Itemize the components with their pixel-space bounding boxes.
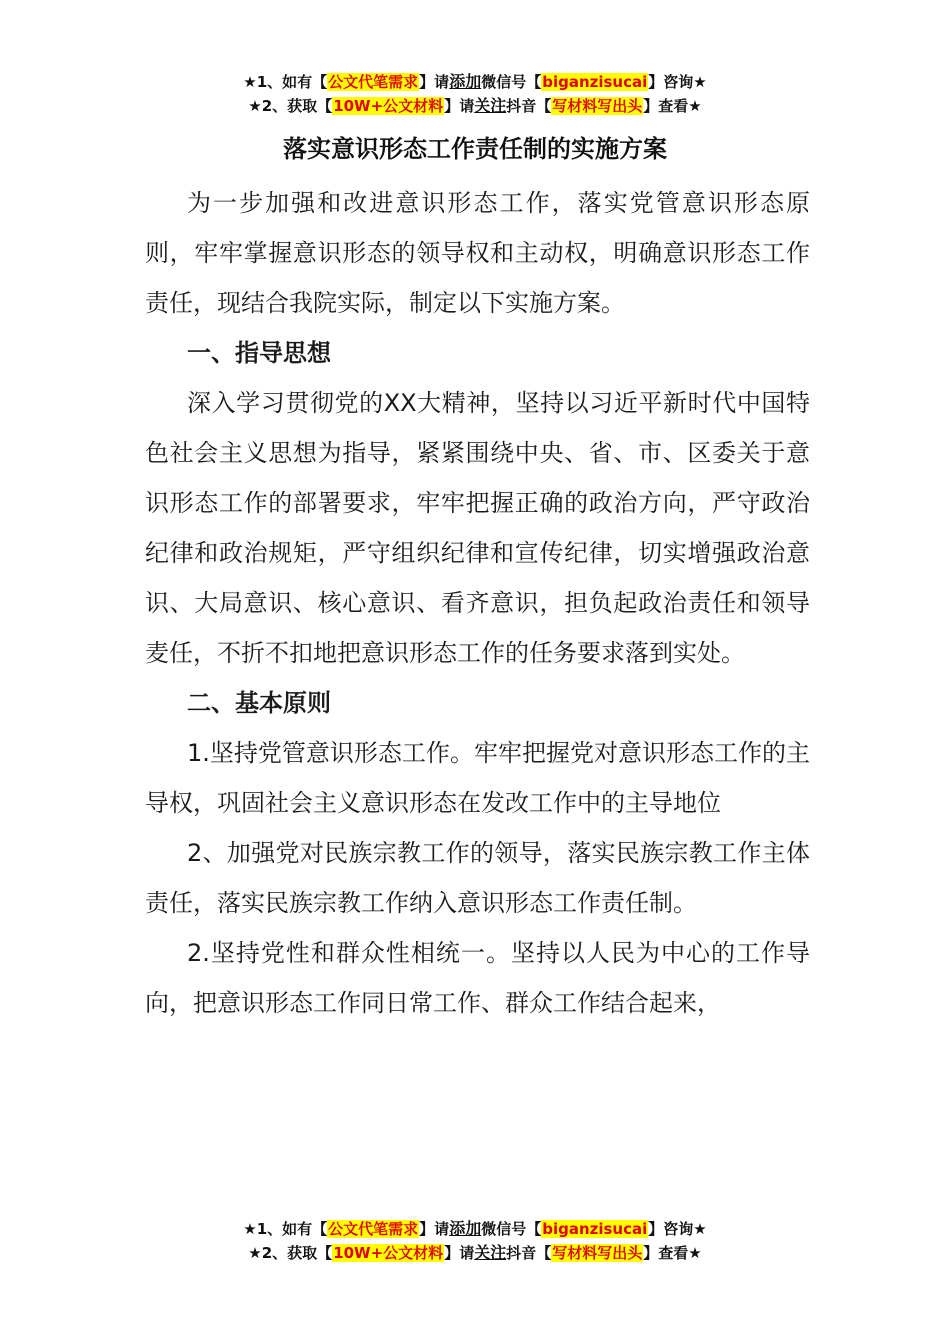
principle-item-1: 1.坚持党管意识形态工作。牢牢把握党对意识形态工作的主导权，巩固社会主义意识形态在发改工作中的主导地位 [145, 739, 810, 817]
banner-text: 微信号【 [481, 1220, 542, 1238]
banner-text: ★1、如有【 [243, 73, 328, 91]
banner-underlined: 添加 [449, 72, 482, 91]
banner-text: ★1、如有【 [243, 1220, 328, 1238]
banner-line-1 [0, 70, 950, 94]
highlight-wechat-id: biganzisucai [542, 1220, 648, 1238]
banner-line-2 [0, 1241, 950, 1265]
highlight-douyin-account: 写材料写出头 [552, 97, 643, 115]
section-heading-guiding-thought: 一、指导思想 [187, 339, 331, 367]
banner-text: 】查看★ [643, 97, 702, 115]
banner-text: ★2、获取【 [248, 1244, 333, 1262]
banner-text: 】咨询★ [648, 73, 707, 91]
banner-underlined: 关注 [474, 96, 507, 115]
highlight-wechat-id: biganzisucai [542, 73, 648, 91]
banner-line-1 [0, 1217, 950, 1241]
highlight-materials: 10W+公文材料 [333, 97, 444, 115]
highlight-materials: 10W+公文材料 [333, 1244, 444, 1262]
banner-underlined: 添加 [449, 1219, 482, 1238]
banner-text: 】请 [419, 1220, 450, 1238]
intro-paragraph: 为一步加强和改进意识形态工作，落实党管意识形态原则，牢牢掌握意识形态的领导权和主动权，明确意识形态工作责任，现结合我院实际，制定以下实施方案。 [145, 189, 810, 317]
banner-text: 抖音【 [506, 1244, 552, 1262]
document-title: 落实意识形态工作责任制的实施方案 [283, 135, 667, 163]
guiding-thought-paragraph: 深入学习贯彻党的XX大精神，坚持以习近平新时代中国特色社会主义思想为指导，紧紧围绕中央、省、市、区委关于意识形态工作的部署要求，牢牢把握正确的政治方向，严守政治纪律和政治规矩，严守组织纪律和宣传纪律，切实增强政治意识、大局意识、核心意识、看齐意识，担负起政治责任和领导麦任，不折不扣地把意识形态工作的任务要求落到实处。 [145, 389, 810, 667]
banner-text: 抖音【 [506, 97, 552, 115]
principle-item-2: 2、加强党对民族宗教工作的领导，落实民族宗教工作主体责任，落实民族宗教工作纳入意识形态工作责任制。 [145, 839, 810, 917]
header-banner [0, 70, 950, 118]
footer-banner [0, 1217, 950, 1265]
highlight-service: 公文代笔需求 [328, 73, 419, 91]
banner-text: 微信号【 [481, 73, 542, 91]
document-body [145, 178, 810, 1028]
principle-item-3: 2.坚持党性和群众性相统一。坚持以人民为中心的工作导向，把意识形态工作同日常工作、群众工作结合起来， [145, 939, 810, 1017]
banner-text: 】请 [419, 73, 450, 91]
section-heading-basic-principles: 二、基本原则 [187, 689, 331, 717]
highlight-service: 公文代笔需求 [328, 1220, 419, 1238]
banner-text: 】查看★ [643, 1244, 702, 1262]
banner-text: 】请 [444, 97, 475, 115]
banner-text: 】咨询★ [648, 1220, 707, 1238]
banner-text: 】请 [444, 1244, 475, 1262]
banner-text: ★2、获取【 [248, 97, 333, 115]
banner-line-2 [0, 94, 950, 118]
highlight-douyin-account: 写材料写出头 [552, 1244, 643, 1262]
banner-underlined: 关注 [474, 1243, 507, 1262]
